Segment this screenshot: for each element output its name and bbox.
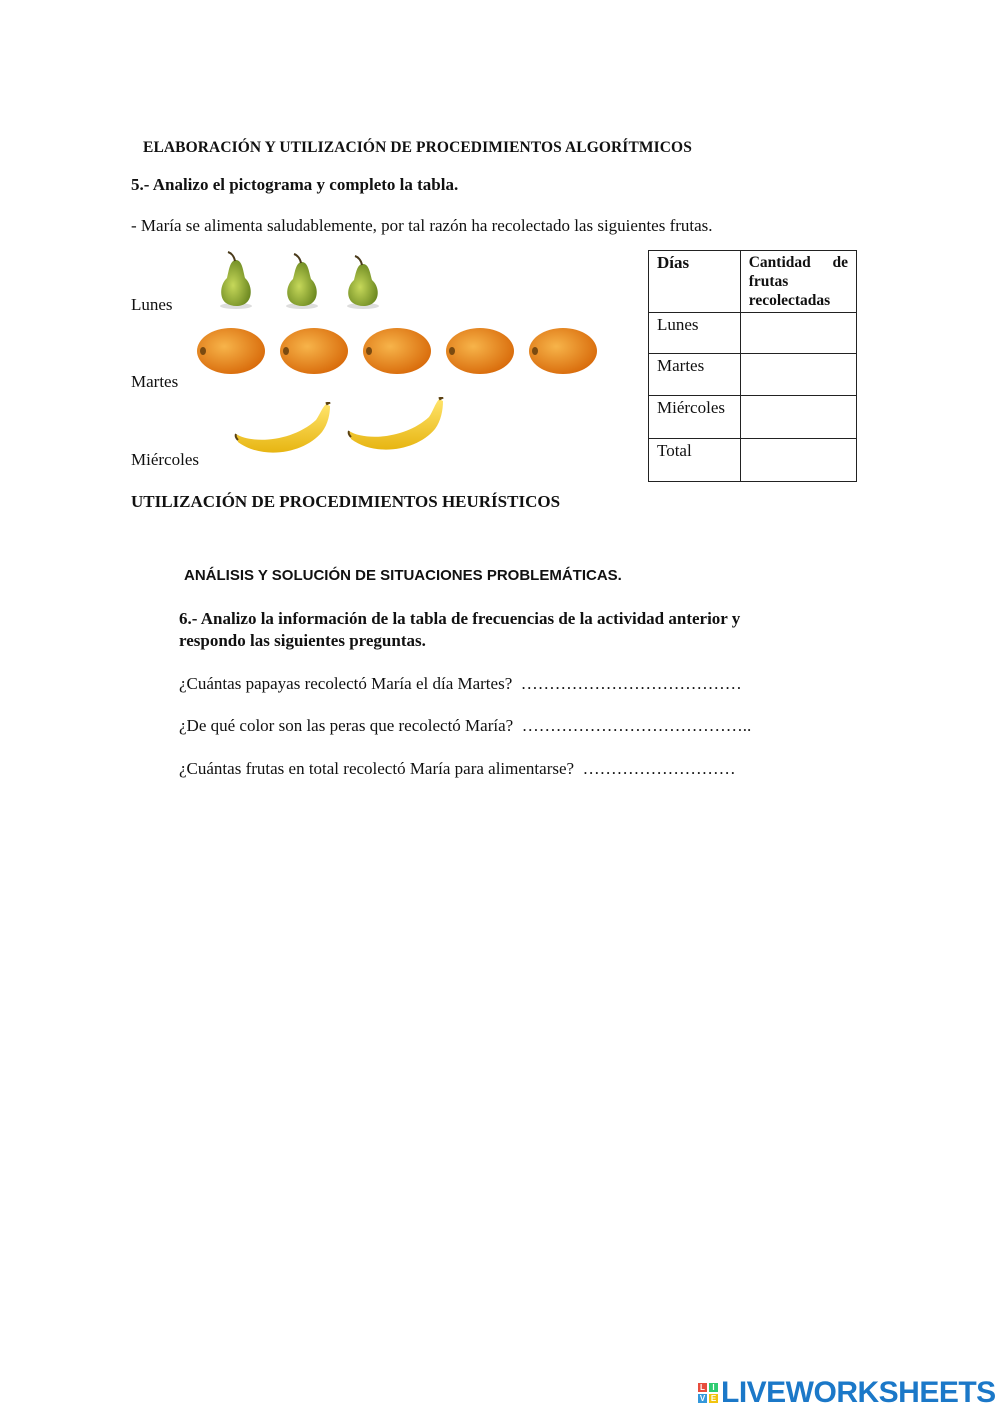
section-title-algorithmic: ELABORACIÓN Y UTILIZACIÓN DE PROCEDIMIENTOS ALGORÍTMICOS xyxy=(143,139,692,156)
section-title-problem-solving: ANÁLISIS Y SOLUCIÓN DE SITUACIONES PROBLEMÁTICAS. xyxy=(184,567,622,584)
papaya-icon xyxy=(444,325,516,377)
papaya-icon xyxy=(527,325,599,377)
table-answer-cell-lunes[interactable] xyxy=(740,313,856,354)
banana-icon xyxy=(232,402,334,460)
question-2 xyxy=(179,716,751,736)
day-label-lunes: Lunes xyxy=(131,295,173,314)
liveworksheets-logo[interactable] xyxy=(698,1377,996,1409)
logo-mark-letter: L xyxy=(698,1383,707,1392)
table-cell-day: Lunes xyxy=(649,313,741,354)
table-header-dias: Días xyxy=(649,251,741,313)
papaya-icon xyxy=(361,325,433,377)
logo-mark-letter: E xyxy=(710,1394,717,1403)
pear-icon xyxy=(280,252,324,310)
question-text: ¿De qué color son las peras que recolectó María? xyxy=(179,716,514,735)
table-row xyxy=(649,354,857,396)
pear-icon xyxy=(341,254,385,310)
section-title-heuristic: UTILIZACIÓN DE PROCEDIMIENTOS HEURÍSTICOS xyxy=(131,492,561,511)
table-row xyxy=(649,313,857,354)
papaya-icon xyxy=(278,325,350,377)
question-text: ¿Cuántas frutas en total recolectó María para alimentarse? xyxy=(179,759,575,778)
answer-blank[interactable]: ………………………………….. xyxy=(521,716,752,735)
logo-mark-letter: V xyxy=(699,1394,706,1403)
table-header-row xyxy=(649,251,857,313)
question-3 xyxy=(179,759,736,779)
logo-mark-icon xyxy=(698,1383,718,1403)
exercise-6-title-line2: respondo las siguientes preguntas. xyxy=(179,631,426,650)
table-answer-cell-martes[interactable] xyxy=(740,354,856,396)
question-1 xyxy=(179,674,742,694)
exercise-5-intro: - María se alimenta saludablemente, por tal razón ha recolectado las siguientes frutas. xyxy=(131,216,713,235)
banana-icon xyxy=(345,397,447,457)
table-answer-cell-total[interactable] xyxy=(740,439,856,482)
table-cell-day: Total xyxy=(649,439,741,482)
answer-blank[interactable]: ………………………………… xyxy=(520,674,742,693)
exercise-5-title: 5.- Analizo el pictograma y completo la tabla. xyxy=(131,175,459,194)
table-answer-cell-miercoles[interactable] xyxy=(740,396,856,439)
table-row xyxy=(649,396,857,439)
frequency-table xyxy=(648,250,857,482)
logo-mark-letter: I xyxy=(709,1383,718,1392)
logo-text: LIVEWORKSHEETS xyxy=(721,1376,996,1409)
answer-blank[interactable]: ……………………… xyxy=(582,759,736,778)
table-cell-day: Martes xyxy=(649,354,741,396)
exercise-6-title-line1: 6.- Analizo la información de la tabla de frecuencias de la actividad anterior y xyxy=(179,609,741,628)
question-text: ¿Cuántas papayas recolectó María el día Martes? xyxy=(179,674,513,693)
table-cell-day: Miércoles xyxy=(649,396,741,439)
day-label-miercoles: Miércoles xyxy=(131,450,199,469)
table-row xyxy=(649,439,857,482)
table-header-cantidad: Cantidad de frutas recolectadas xyxy=(740,251,856,313)
pear-icon xyxy=(214,250,258,310)
papaya-icon xyxy=(195,325,267,377)
day-label-martes: Martes xyxy=(131,372,179,391)
